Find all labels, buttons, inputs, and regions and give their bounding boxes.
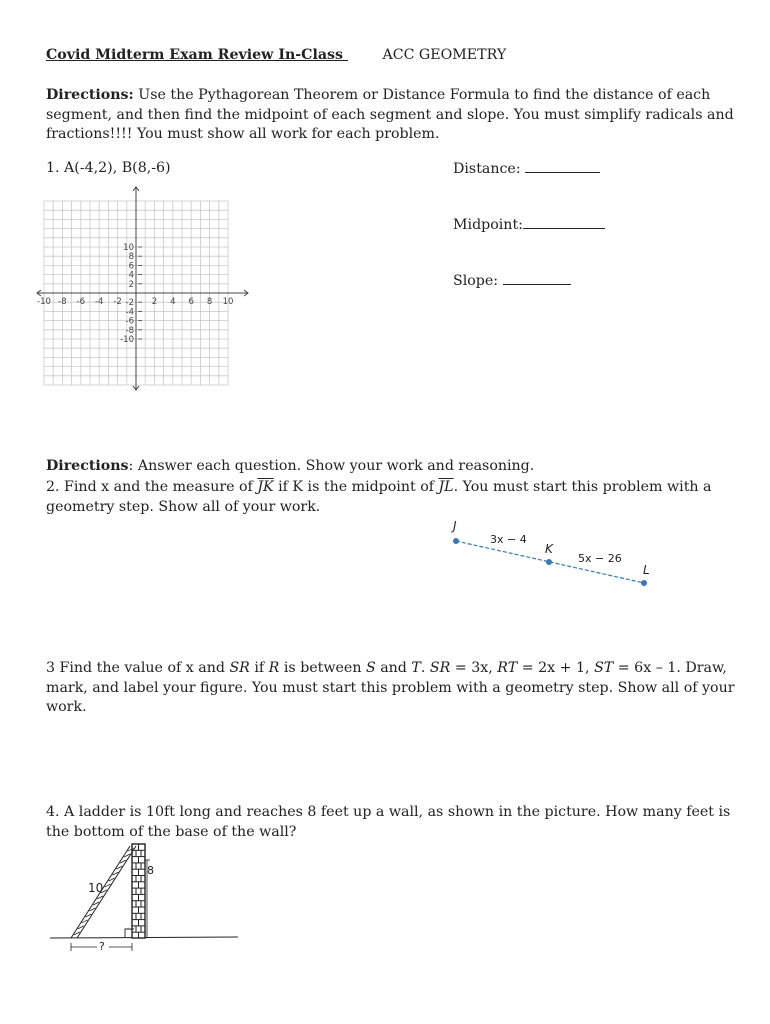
text-run: = 2x + 1, [517, 660, 595, 676]
y-tick-label: 6 [128, 261, 134, 272]
point-l [641, 580, 647, 586]
text-run: . You must start this problem with a [453, 479, 712, 495]
text-run: mark, and label your figure. You must start this problem with a geometry step. Show all of your [46, 679, 735, 696]
x-tick-label: 8 [206, 297, 213, 307]
problem-1-text: 1. A(-4,2), B(8,-6) [46, 160, 171, 176]
slope-label: Slope: [453, 273, 503, 289]
label-ladder-length: 10 [88, 881, 104, 895]
text-run: 4. A ladder is 10ft long and reaches 8 feet up a wall, as shown in the picture. How many feet is [46, 804, 731, 820]
text-run: geometry step. Show all of your work. [46, 498, 321, 515]
text-run: work. [46, 699, 87, 715]
page-header [46, 47, 506, 63]
segment-figure [440, 515, 670, 595]
directions-label: Directions: [46, 87, 134, 103]
y-tick-label: -8 [125, 325, 134, 336]
label-base-distance: ? [99, 940, 105, 953]
ladder-figure [48, 840, 243, 955]
midpoint-blank[interactable] [523, 216, 605, 229]
coordinate-grid[interactable] [35, 185, 250, 395]
x-tick-label: -2 [113, 297, 122, 307]
distance-blank[interactable] [525, 160, 600, 173]
text-run: SR [229, 660, 250, 676]
directions-text: Use the Pythagorean Theorem or Distance Formula to find the distance of each [133, 87, 711, 103]
text-run: ST [594, 660, 614, 676]
text-run: . [420, 660, 430, 676]
x-tick-label: -4 [94, 297, 104, 307]
text-run: the bottom of the base of the wall? [46, 823, 297, 840]
y-tick-label: -4 [125, 307, 134, 318]
text-run: T [411, 660, 421, 676]
y-tick-label: 10 [123, 243, 134, 253]
directions-block-1 [46, 86, 734, 145]
x-tick-label: -8 [58, 297, 67, 307]
label-k: K [545, 542, 553, 556]
text-run: if K is the midpoint of [273, 479, 439, 495]
segment-jl: $\overline{JL}$ [438, 479, 454, 495]
x-tick-label: 6 [188, 297, 194, 307]
directions-text: segment, and then find the midpoint of each segment and slope. You must simplify radicals and [46, 106, 734, 123]
text-run: = 3x, [450, 660, 498, 676]
text-run: = 6x – 1. Draw, [613, 660, 727, 676]
directions-text: : Answer each question. Show your work and reasoning. [128, 458, 535, 474]
problem-3-text [46, 659, 735, 718]
y-tick-label: -10 [120, 335, 134, 345]
text-run: and [375, 660, 412, 676]
y-tick-label: 8 [128, 252, 134, 263]
directions-text: fractions!!!! You must show all work for each problem. [46, 126, 440, 142]
problem-2-text [46, 478, 712, 517]
text-run: R [268, 660, 280, 676]
x-tick-label: -6 [76, 297, 86, 307]
x-tick-label: 2 [151, 297, 158, 307]
slope-blank[interactable] [503, 272, 571, 285]
y-tick-label: -2 [125, 298, 134, 309]
course-name: ACC GEOMETRY [382, 47, 507, 63]
x-tick-label: -10 [37, 297, 51, 307]
label-kl-length: 5x − 26 [578, 552, 622, 565]
text-run: 3 Find the value of x and [46, 660, 230, 676]
point-k [546, 559, 552, 565]
midpoint-label: Midpoint: [453, 217, 523, 233]
ladder-rungs [74, 848, 134, 935]
label-wall-height: 8 [147, 864, 154, 877]
exam-title: Covid Midterm Exam Review In-Class [46, 47, 348, 63]
distance-label: Distance: [453, 161, 526, 177]
label-j: J [453, 519, 457, 533]
directions-label: Directions [46, 458, 129, 474]
slope-answer[interactable] [453, 272, 571, 289]
x-tick-label: 4 [170, 297, 176, 307]
text-run: if [249, 660, 269, 676]
text-run: is between [279, 660, 366, 676]
text-run: S [365, 660, 376, 676]
text-run: SR [429, 660, 451, 676]
text-run: 2. Find x and the measure of [46, 479, 258, 495]
y-tick-label: 2 [128, 279, 134, 290]
label-l: L [643, 563, 650, 577]
label-jk-length: 3x − 4 [490, 533, 527, 546]
segment-jk: $\overline{JK}$ [257, 479, 274, 495]
point-j [453, 538, 459, 544]
problem-4-text [46, 803, 730, 842]
x-tick-label: 10 [222, 297, 234, 307]
text-run: RT [497, 660, 518, 676]
ladder-rail [77, 846, 136, 938]
brick-wall [132, 844, 145, 938]
directions-block-2 [46, 458, 534, 474]
distance-answer[interactable] [453, 160, 600, 177]
y-tick-label: -6 [125, 316, 134, 327]
midpoint-answer[interactable] [453, 216, 605, 233]
y-tick-label: 4 [128, 270, 134, 281]
